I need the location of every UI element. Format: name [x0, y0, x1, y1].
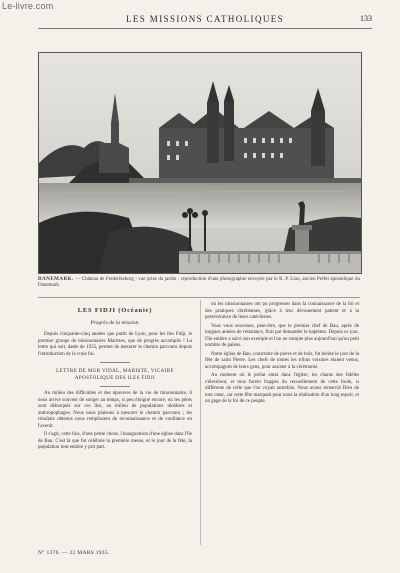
page-number: 133: [360, 14, 372, 23]
caption-place: DANEMARK.: [38, 277, 74, 282]
caption-text: — Château de Frederiksborg ; vue prise du jardin ; reproduction d'une photographie envoyée par le R. P. Lion, ancien Préfet apostolique du Danemark.: [38, 277, 360, 289]
journal-title: LES MISSIONS CATHOLIQUES: [125, 14, 285, 24]
right-paragraph-1: où les missionnaires ont pu progresser dans la connaissance de la foi et des pratiques chrétiennes, grâce à leur dévouement patient et à la persévérance de leurs catéchistes.: [205, 302, 359, 320]
section-subtitle: Progrès de la mission.: [90, 319, 140, 326]
intro-paragraph: Depuis cinquante-cinq années que partit de Lyon, pour les îles Fidji, le premier groupe de missionnaires Maristes, que de progrès accomplis ! La lettre qui suit, datée de 1935, permet de mesurer le chemin parcouru depuis l'introduction de la vraie foi.: [38, 332, 192, 357]
caption-divider: [38, 297, 360, 298]
column-rule: [200, 300, 201, 545]
watermark-text: Le-livre.com: [2, 1, 54, 11]
right-column: [205, 302, 359, 408]
left-paragraph-1: Au milieu des difficultés et des épreuves de la vie de missionnaire, il nous arrive souvent de songer au temps, si peu éloigné encore, où les pères sont débarqués sur ces îles, au milieu de populations idolâtres et anthropophages. Nous nous plaisons à mesurer le chemin parcouru ; les résultats obtenus nous remplissent de reconnaissance et de confiance en l'avenir.: [38, 391, 192, 429]
short-rule: [100, 362, 130, 363]
right-paragraph-2: Vous vous souvenez, peut-être, que le premier chef de Bau, après de longues années de résistance, finit par demander le baptême. Depuis ce jour, l'île entière a suivi son exemple et l'on ne compte plus aujourd'hui qu'un petit nombre de païens.: [205, 323, 359, 348]
letter-heading: LETTRE DE MGR VIDAL, MARISTE, VICAIRE APOSTOLIQUE DES ILES FIDJI: [56, 369, 174, 381]
section-title: LES FIDJI (Océanie): [77, 307, 153, 314]
left-paragraph-2: Il s'agit, cette fois, d'une petite chose, l'inauguration d'une église dans l'île de Bau. C'est là que fut célébrée la première messe, et le jour de la fête, la population tout entière y prit part.: [38, 432, 192, 450]
right-paragraph-3: Notre église de Bau, construite de pierre et de bois, fut bénite le jour de la fête de saint Pierre. Les chefs de toutes les tribus voisines étaient venus, accompagnés de leurs gens, pour assister à la cérémonie.: [205, 351, 359, 370]
issue-footer: N° 1376. — 22 MARS 1935.: [38, 550, 110, 556]
right-paragraph-4: Au moment où le prélat entra dans l'église, les chants des fidèles s'élevèrent, et tous furent frappés du recueillement de cette foule, si différente de celle que l'on voyait autrefois. Nous avons remercié Dieu de tout cœur, car cette fête marquait pour nous la réalisation d'un long espoir, et un gage de la foi de ce peuple.: [205, 373, 359, 404]
castle-photo-illustration: [39, 53, 361, 273]
short-rule-2: [100, 386, 130, 387]
left-column: [38, 302, 192, 454]
castle-photograph: [38, 52, 362, 274]
running-header: [38, 14, 372, 29]
photo-caption: [38, 277, 360, 290]
